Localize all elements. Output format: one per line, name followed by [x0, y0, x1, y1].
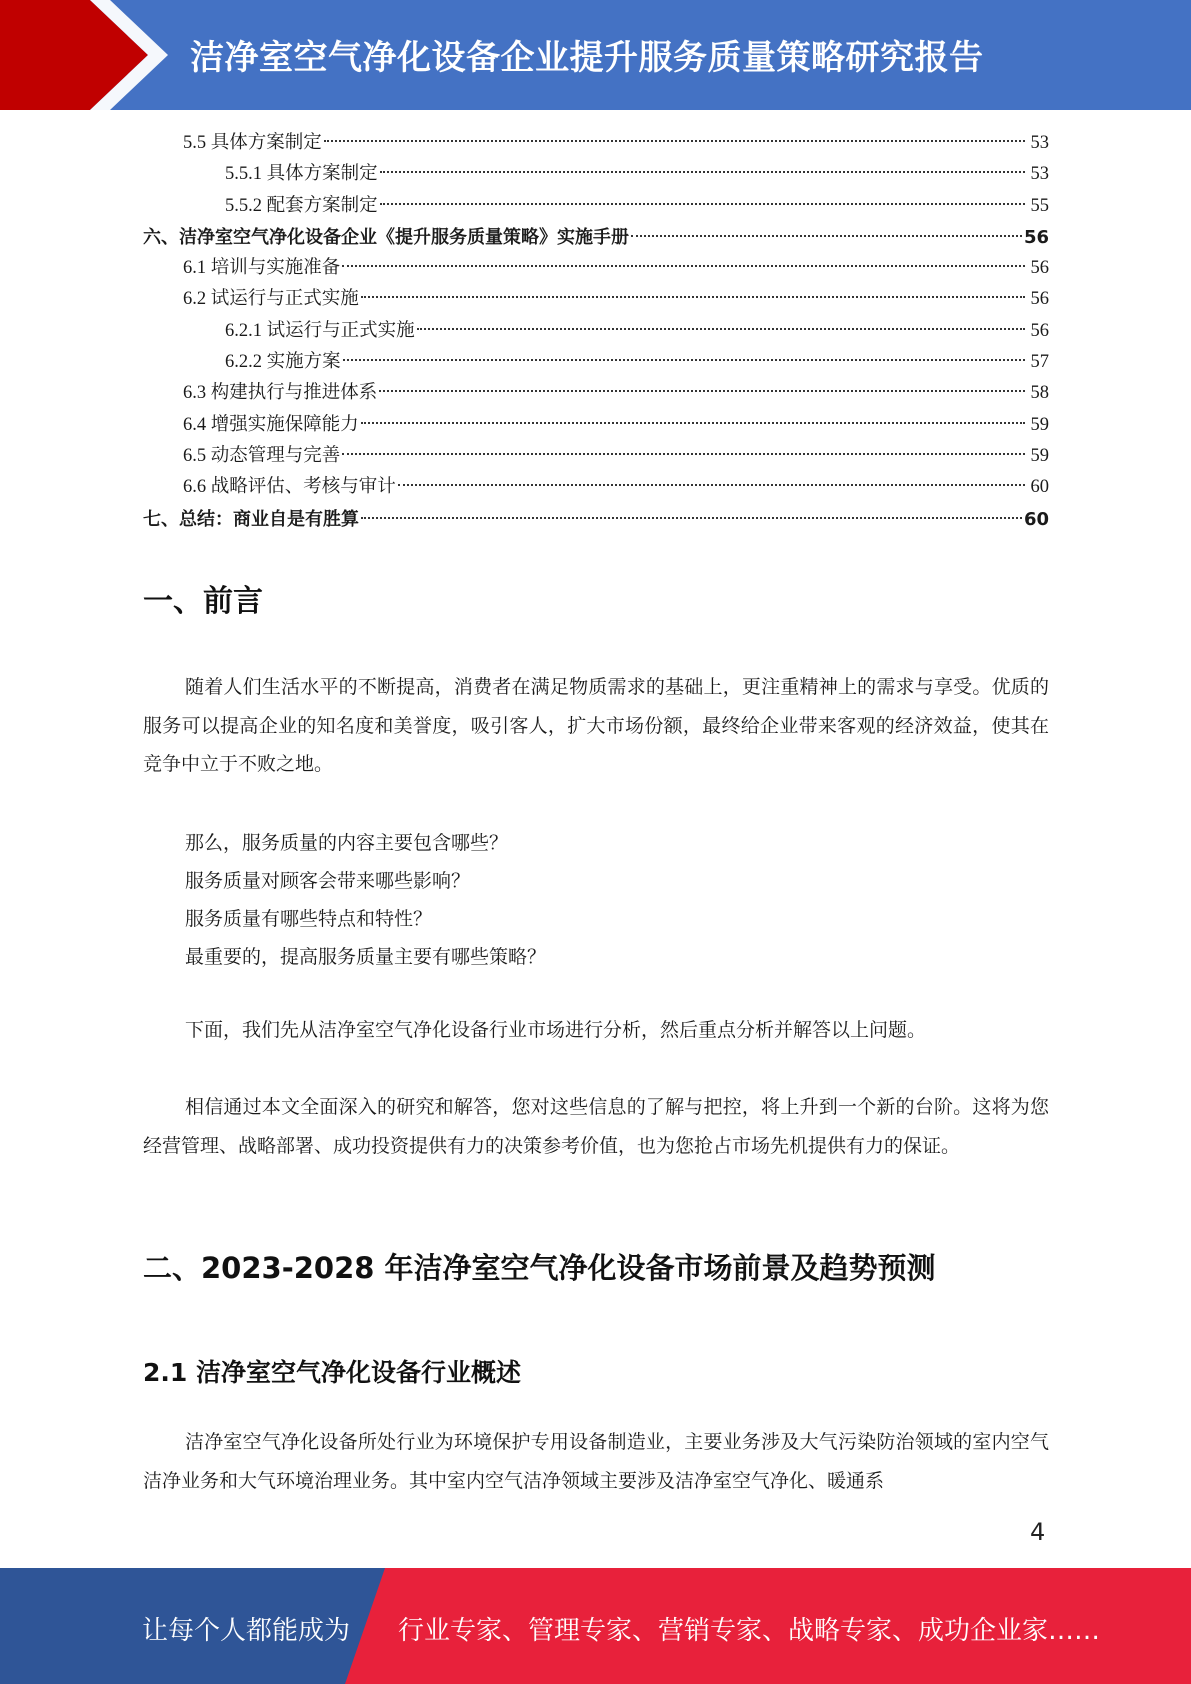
footer-slogan-left: 让每个人都能成为 — [142, 1616, 351, 1646]
question-line: 最重要的，提高服务质量主要有哪些策略？ — [185, 947, 547, 968]
toc-entry-page: 53 — [1030, 164, 1049, 185]
toc-entry-page: 58 — [1030, 383, 1049, 404]
industry-overview-paragraph: 洁净室空气净化设备所处行业为环境保护专用设备制造业，主要业务涉及大气污染防治领域的室内空气洁净业务和大气环境治理业务。其中室内空气洁净领域主要涉及洁净室空气净化、暖通系 — [143, 1432, 1049, 1492]
question-line: 服务质量有哪些特点和特性？ — [185, 909, 433, 930]
section-heading-preface: 一、前言 — [143, 584, 263, 619]
preface-paragraph-3: 相信通过本文全面深入的研究和解答，您对这些信息的了解与把控，将上升到一个新的台阶。这将为您经营管理、战略部署、成功投资提供有力的决策参考价值，也为您抢占市场先机提供有力的保证。 — [143, 1097, 1049, 1157]
toc-entry-label: 6.5 动态管理与完善 — [183, 445, 341, 466]
toc-entry-page: 57 — [1030, 352, 1049, 373]
toc-entry-label: 6.6 战略评估、考核与审计 — [183, 477, 396, 498]
toc-entry[interactable] — [143, 253, 1049, 284]
toc-entry-label: 七、总结：商业自是有胜算 — [143, 508, 359, 530]
toc-entry[interactable] — [143, 159, 1049, 190]
toc-dot-leader — [379, 390, 1025, 392]
toc-entry-label: 6.3 构建执行与推进体系 — [183, 383, 378, 404]
table-of-contents — [143, 128, 1049, 535]
toc-entry-page: 56 — [1023, 226, 1049, 248]
toc-dot-leader — [417, 328, 1025, 330]
toc-entry[interactable] — [143, 347, 1049, 378]
toc-entry[interactable] — [143, 410, 1049, 441]
toc-dot-leader — [324, 140, 1025, 142]
toc-entry[interactable] — [143, 316, 1049, 347]
toc-dot-leader — [398, 484, 1025, 486]
page-number: 4 — [1030, 1518, 1046, 1546]
toc-entry[interactable] — [143, 441, 1049, 472]
page-footer — [0, 1568, 1191, 1684]
toc-entry-page: 59 — [1030, 414, 1049, 435]
preface-paragraph-2: 下面，我们先从洁净室空气净化设备行业市场进行分析，然后重点分析并解答以上问题。 — [185, 1020, 927, 1041]
page-header — [0, 0, 1191, 110]
question-line: 服务质量对顾客会带来哪些影响？ — [185, 871, 471, 892]
toc-entry-label: 6.4 增强实施保障能力 — [183, 414, 359, 435]
toc-entry-label: 6.1 培训与实施准备 — [183, 258, 341, 279]
toc-entry[interactable] — [143, 284, 1049, 315]
footer-slogan-right: 行业专家、管理专家、营销专家、战略专家、成功企业家…… — [398, 1616, 1101, 1646]
question-line: 那么，服务质量的内容主要包含哪些？ — [185, 833, 509, 854]
toc-dot-leader — [380, 203, 1025, 205]
toc-entry-label: 5.5 具体方案制定 — [183, 133, 322, 153]
toc-entry[interactable] — [143, 222, 1049, 253]
header-arrow-decoration — [0, 0, 200, 110]
toc-dot-leader — [631, 235, 1022, 237]
section-heading-market-outlook: 二、2023-2028 年洁净室空气净化设备市场前景及趋势预测 — [143, 1251, 936, 1285]
toc-entry[interactable] — [143, 378, 1049, 409]
toc-dot-leader — [380, 171, 1025, 173]
toc-entry-page: 60 — [1023, 508, 1049, 530]
toc-entry-page: 56 — [1030, 320, 1049, 341]
toc-entry-page: 60 — [1030, 477, 1049, 498]
toc-dot-leader — [343, 359, 1025, 361]
preface-paragraph-1: 随着人们生活水平的不断提高，消费者在满足物质需求的基础上，更注重精神上的需求与享受。优质的服务可以提高企业的知名度和美誉度，吸引客人，扩大市场份额，最终给企业带来客观的经济效益，使其在竞争中立于不败之地。 — [143, 677, 1049, 775]
toc-entry[interactable] — [143, 191, 1049, 222]
toc-dot-leader — [342, 453, 1025, 455]
toc-dot-leader — [361, 422, 1025, 424]
toc-dot-leader — [361, 296, 1025, 298]
toc-entry-page: 56 — [1030, 258, 1049, 279]
toc-entry-page: 55 — [1030, 195, 1049, 216]
toc-entry-label: 6.2.1 试运行与正式实施 — [225, 320, 415, 341]
toc-entry[interactable] — [143, 504, 1049, 535]
toc-entry-label: 六、洁净室空气净化设备企业《提升服务质量策略》实施手册 — [143, 226, 629, 248]
toc-entry-label: 6.2 试运行与正式实施 — [183, 289, 359, 310]
toc-dot-leader — [361, 517, 1022, 519]
toc-entry[interactable] — [143, 128, 1049, 159]
subsection-heading-industry-overview: 2.1 洁净室空气净化设备行业概述 — [143, 1358, 521, 1387]
toc-entry-label: 6.2.2 实施方案 — [225, 352, 341, 373]
toc-dot-leader — [342, 265, 1025, 267]
toc-entry[interactable] — [143, 472, 1049, 503]
toc-entry-page: 56 — [1030, 289, 1049, 310]
report-title: 洁净室空气净化设备企业提升服务质量策略研究报告 — [190, 38, 984, 78]
toc-entry-page: 59 — [1030, 445, 1049, 466]
toc-entry-label: 5.5.1 具体方案制定 — [225, 164, 378, 185]
toc-entry-label: 5.5.2 配套方案制定 — [225, 195, 378, 216]
toc-entry-page: 53 — [1030, 133, 1049, 153]
